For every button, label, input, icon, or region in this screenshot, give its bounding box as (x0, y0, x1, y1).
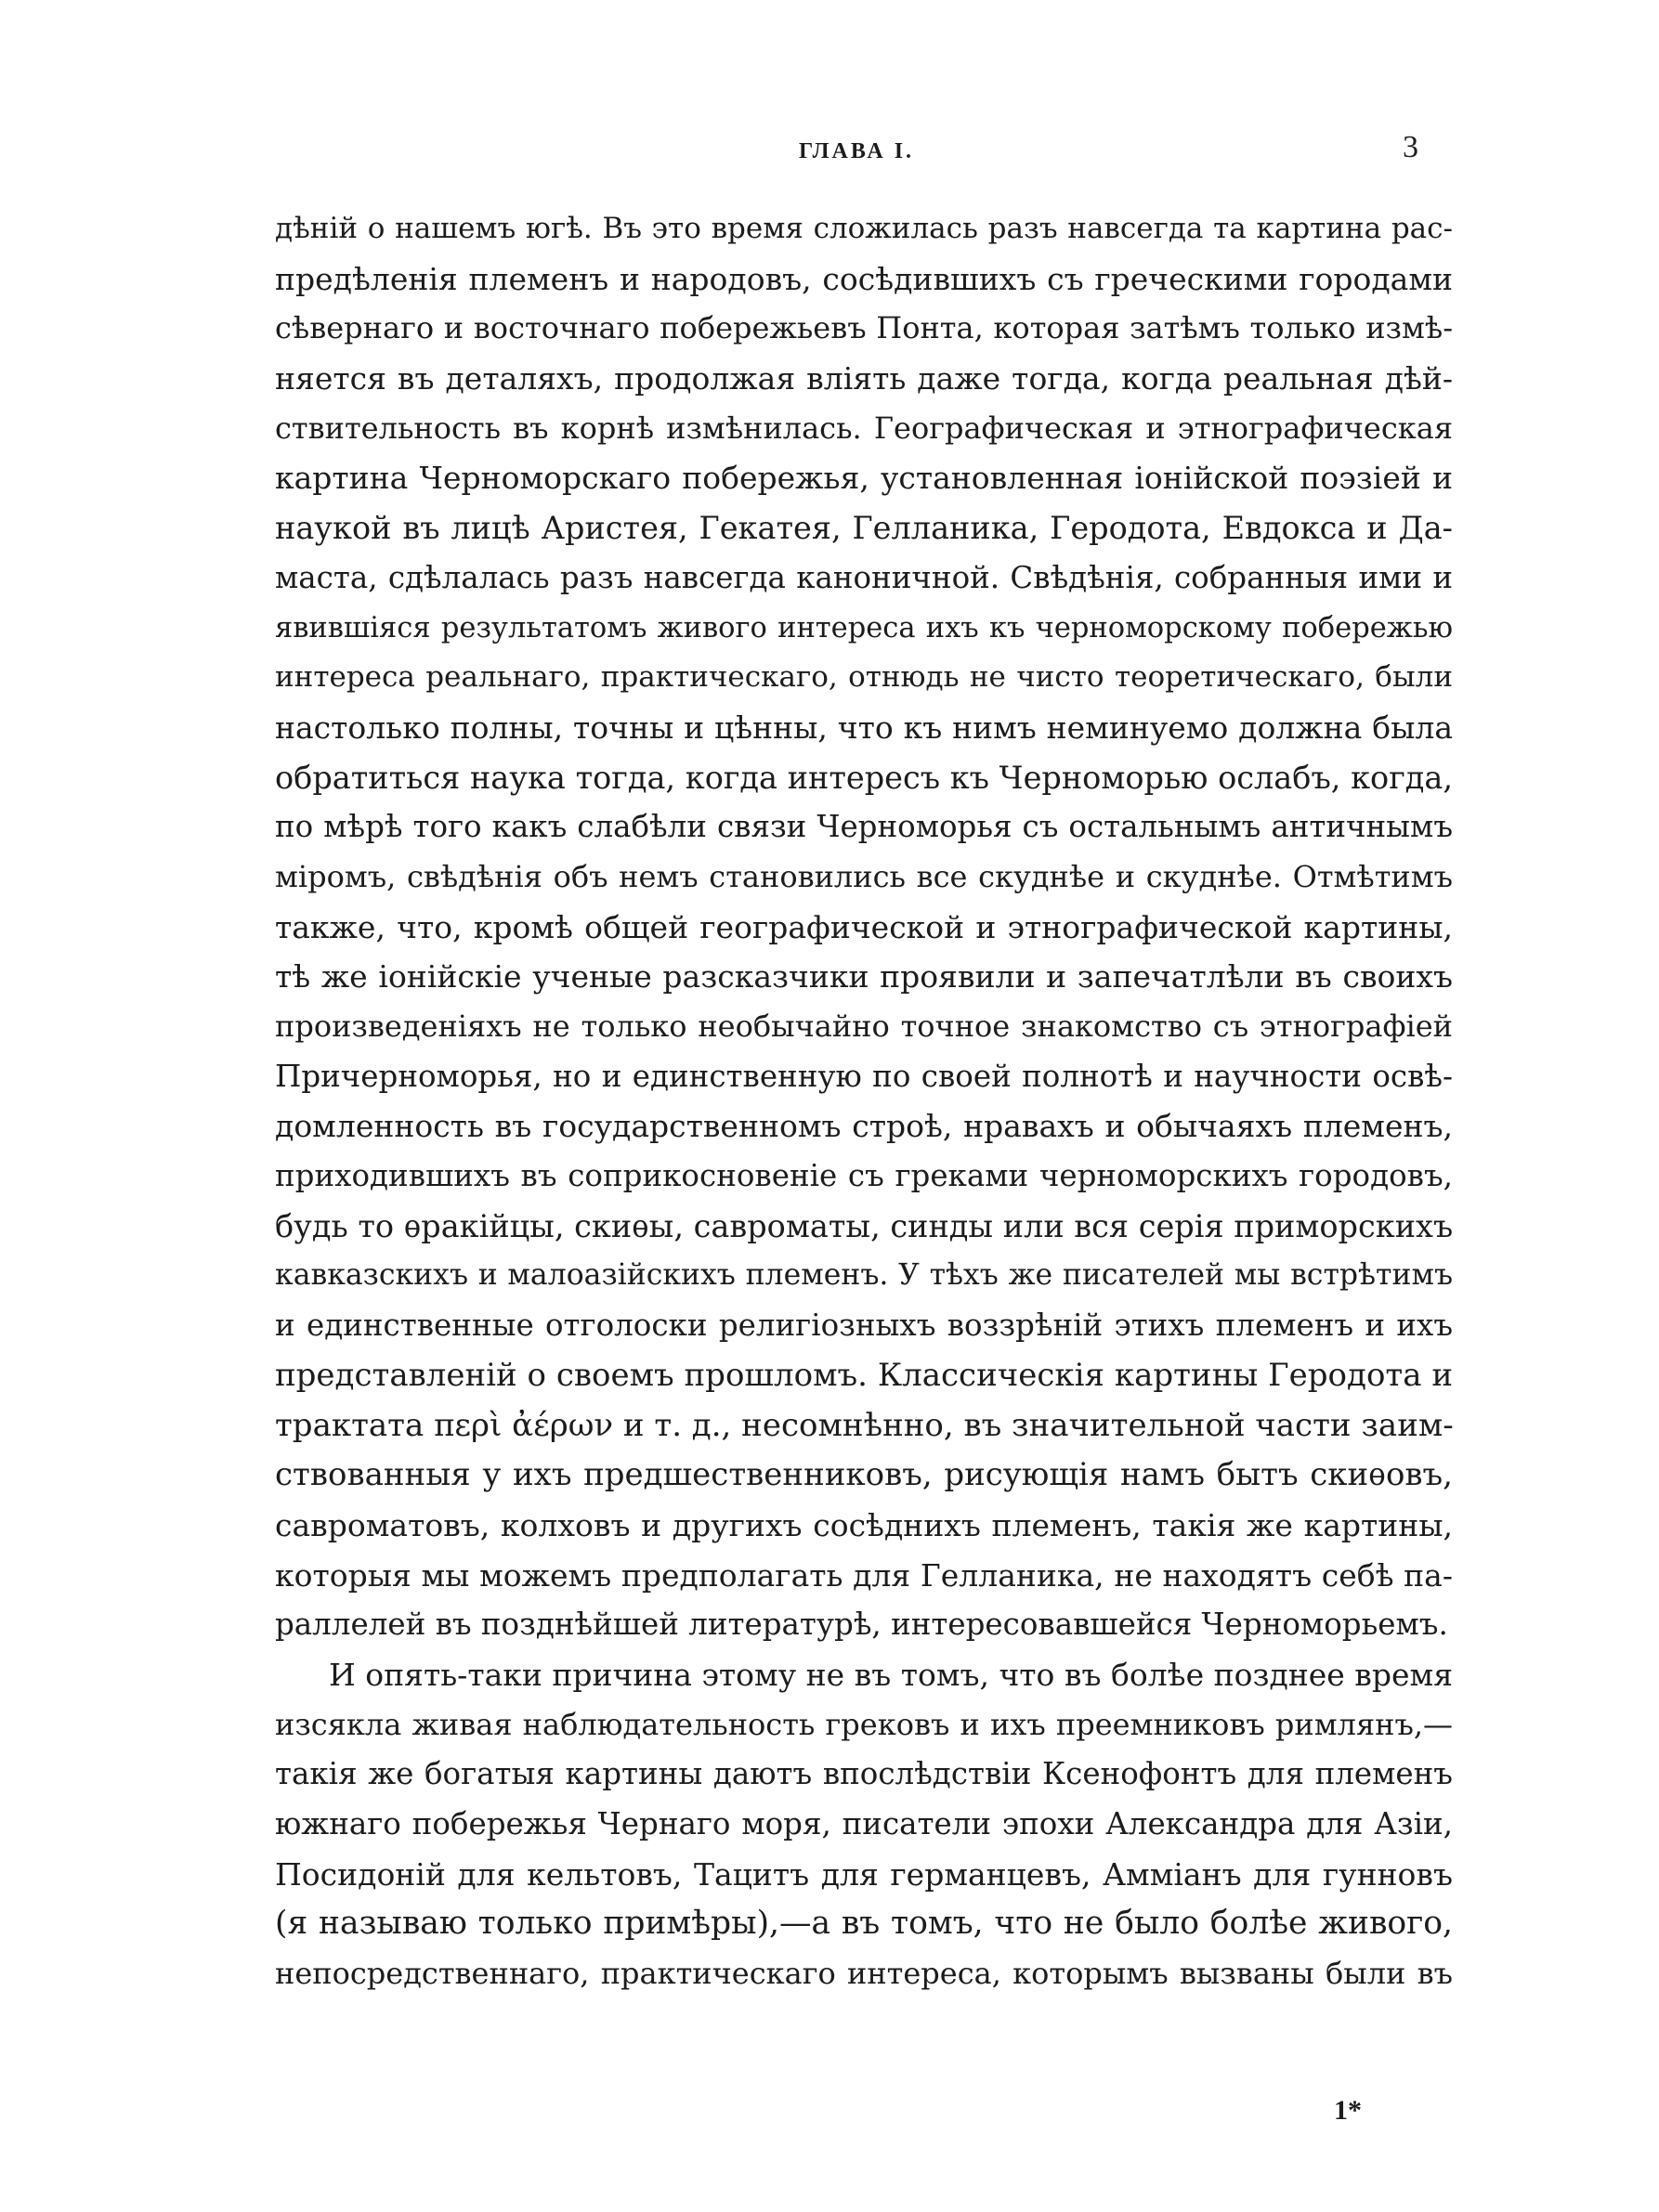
text-line: дѣній о нашемъ югѣ. Въ это время сложилась разъ навсегда та картина рас- (275, 212, 1453, 245)
signature-mark: 1* (1334, 2095, 1362, 2126)
text-line: ствованныя у ихъ предшественниковъ, рисующія намъ бытъ скиѳовъ, (275, 1456, 1453, 1494)
text-line: будь то ѳракійцы, скиѳы, савроматы, синды или вся серія приморскихъ (275, 1207, 1454, 1244)
text-line: ствительность въ корнѣ измѣнилась. Географическая и этнографическая (275, 410, 1453, 446)
text-line: изсякла живая наблюдательность грековъ и ихъ преемниковъ римлянъ,— (275, 1706, 1453, 1742)
text-line: южнаго побережья Чернаго моря, писатели эпохи Александра для Азіи, (275, 1806, 1453, 1841)
text-line: Причерноморья, но и единственную по своей полнотѣ и научности освѣ- (275, 1058, 1453, 1094)
text-line: явившіяся результатомъ живого интереса ихъ къ черноморскому побережью (275, 611, 1453, 644)
text-line: которыя мы можемъ предполагать для Гелланика, не находятъ себѣ па- (275, 1556, 1453, 1594)
text-line: обратиться наука тогда, когда интересъ къ Черноморью ослабъ, когда, (275, 759, 1453, 796)
text-line: наукой въ лицѣ Аристея, Гекатея, Гелланика, Геродота, Евдокса и Да- (275, 510, 1453, 547)
text-line: непосредственнаго, практическаго интереса, которымъ вызваны были въ (275, 1956, 1453, 1992)
text-line: трактата περὶ ἀέρων и т. д., несомнѣнно, въ значительной части заим- (275, 1406, 1454, 1444)
text-line: кавказскихъ и малоазійскихъ племенъ. У тѣхъ же писателей мы встрѣтимъ (275, 1258, 1453, 1293)
text-line: интереса реальнаго, практическаго, отнюдь не чисто теоретическаго, были (275, 660, 1453, 695)
text-line: домленность въ государственномъ строѣ, нравахъ и обычаяхъ племенъ, (275, 1108, 1453, 1145)
body-text (275, 204, 1453, 1999)
text-line: и единственные отголоски религіозныхъ воззрѣній этихъ племенъ и ихъ (275, 1308, 1453, 1344)
text-line: произведеніяхъ не только необычайно точное знакомство съ этнографіей (275, 1008, 1453, 1044)
text-line: предѣленія племенъ и народовъ, сосѣдившихъ съ греческими городами (275, 260, 1453, 297)
text-line: настолько полны, точны и цѣнны, что къ нимъ неминуемо должна была (275, 709, 1453, 746)
text-line: маста, сдѣлалась разъ навсегда каноничной. Свѣдѣнія, собранныя ими и (275, 559, 1453, 595)
text-line: представленій о своемъ прошломъ. Классическія картины Геродота и (275, 1356, 1453, 1394)
text-line: раллелей въ позднѣйшей литературѣ, интересовавшейся Черноморьемъ. (275, 1607, 1448, 1643)
text-line: (я называю только примѣры),—а въ томъ, что не было болѣе живого, (275, 1905, 1453, 1943)
text-line: по мѣрѣ того какъ слабѣли связи Черноморья съ остальнымъ античнымъ (275, 809, 1453, 845)
text-line: такія же богатыя картины даютъ впослѣдствіи Ксенофонтъ для племенъ (275, 1756, 1453, 1792)
page-number: 3 (1403, 130, 1418, 164)
text-line: тѣ же іонійскіе ученые разсказчики проявили и запечатлѣли въ своихъ (275, 958, 1453, 995)
text-line: Посидоній для кельтовъ, Тацитъ для германцевъ, Амміанъ для гунновъ (275, 1855, 1453, 1893)
text-line: также, что, кромѣ общей географической и этнографической картины, (275, 908, 1453, 945)
text-line: няется въ деталяхъ, продолжая вліять даже тогда, когда реальная дѣй- (275, 360, 1453, 397)
text-line: картина Черноморскаго побережья, установленная іонійской поэзіей и (275, 460, 1453, 497)
running-head (0, 130, 1659, 176)
text-line: савроматовъ, колховъ и другихъ сосѣднихъ племенъ, такія же картины, (275, 1506, 1453, 1543)
chapter-title: ГЛАВА I. (799, 139, 915, 163)
text-line: приходившихъ въ соприкосновеніе съ греками черноморскихъ городовъ, (275, 1158, 1453, 1194)
text-line: міромъ, свѣдѣнія объ немъ становились все скуднѣе и скуднѣе. Отмѣтимъ (275, 858, 1453, 894)
text-line: сѣвернаго и восточнаго побережьевъ Понта, которая затѣмъ только измѣ- (275, 310, 1453, 346)
text-line: И опять-таки причина этому не въ томъ, что въ болѣе позднее время (329, 1656, 1454, 1693)
